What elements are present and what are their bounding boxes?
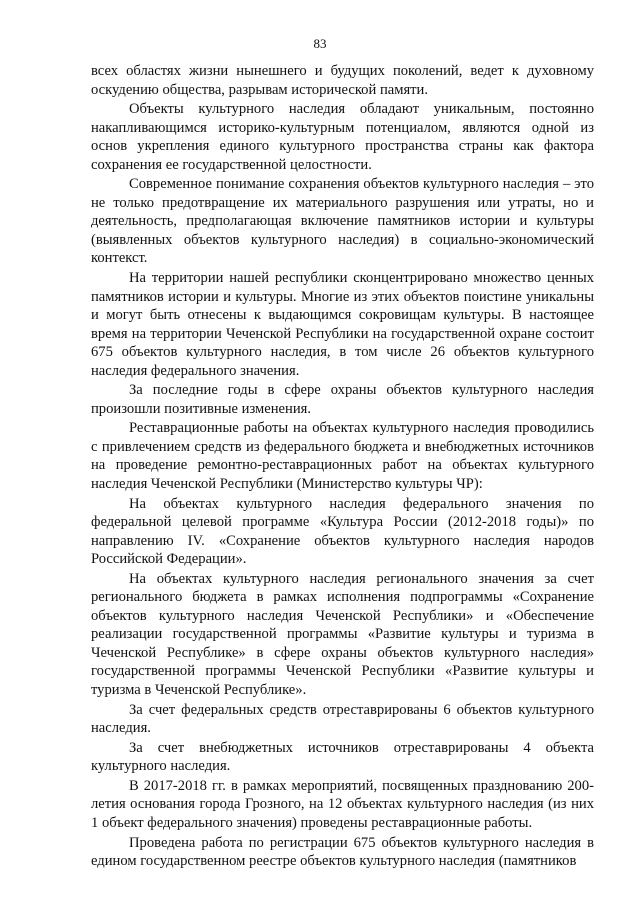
paragraph: За счет внебюджетных источников отреставрированы 4 объекта культурного наследия. [91, 739, 594, 775]
paragraph: За последние годы в сфере охраны объектов культурного наследия произошли позитивные изменения. [91, 382, 594, 417]
paragraph: Современное понимание сохранения объектов культурного наследия – это не только предотвращение их материального разрушения или утраты, но и деятельность, предполагающая включение памятников истории и культуры (выявленных объектов культурного наследия) в социально-экономический контекст. [91, 176, 594, 267]
paragraph: Проведена работа по регистрации 675 объектов культурного наследия в едином государственном реестре объектов культурного наследия (памятников [91, 834, 594, 870]
paragraph: всех областях жизни нынешнего и будущих поколений, ведет к духовному оскудению общества, разрывам исторической памяти. [91, 63, 594, 98]
paragraph: Объекты культурного наследия обладают уникальным, постоянно накапливающимся историко-культурным потенциалом, являются одной из основ укрепления единого культурного пространства страны как фактора сохранения ее государственной целостности. [91, 101, 594, 173]
paragraph: В 2017-2018 гг. в рамках мероприятий, посвященных празднованию 200-летия основания города Грозного, на 12 объектах культурного наследия (из них 1 объект федерального значения) проведены реставрационные работы. [91, 777, 594, 831]
paragraph: На объектах культурного наследия федерального значения по федеральной целевой программе «Культура России (2012-2018 годы)» по направлению IV. «Сохранение объектов культурного наследия народов Российской Федерации». [91, 495, 594, 568]
body-text [91, 62, 594, 872]
paragraph: На территории нашей республики сконцентрировано множество ценных памятников истории и культуры. Многие из этих объектов поистине уникальны и могут быть отнесены к выдающимся сокровищам культуры. В настоящее время на территории Чеченской Республики на государственной охране состоит 675 объектов культурного наследия, в том числе 26 объектов культурного наследия федерального значения. [91, 270, 594, 379]
page-number: 83 [313, 36, 327, 51]
paragraph: За счет федеральных средств отреставрированы 6 объектов культурного наследия. [91, 701, 594, 736]
paragraph: Реставрационные работы на объектах культурного наследия проводились с привлечением средств из федерального бюджета и внебюджетных источников на проведение ремонтно-реставрационных работ на объектах культурного наследия Чеченской Республики (Министерство культуры ЧР): [91, 420, 594, 492]
paragraph: На объектах культурного наследия регионального значения за счет регионального бюджета в рамках исполнения подпрограммы «Сохранение объектов культурного наследия Чеченской Республики» и «Обеспечение реализации государственной программы «Развитие культуры и туризма в Чеченской Республике» в сфере охраны объектов культурного наследия» государственной программы Чеченской Республики «Развитие культуры и туризма в Чеченской Республике». [91, 570, 594, 698]
